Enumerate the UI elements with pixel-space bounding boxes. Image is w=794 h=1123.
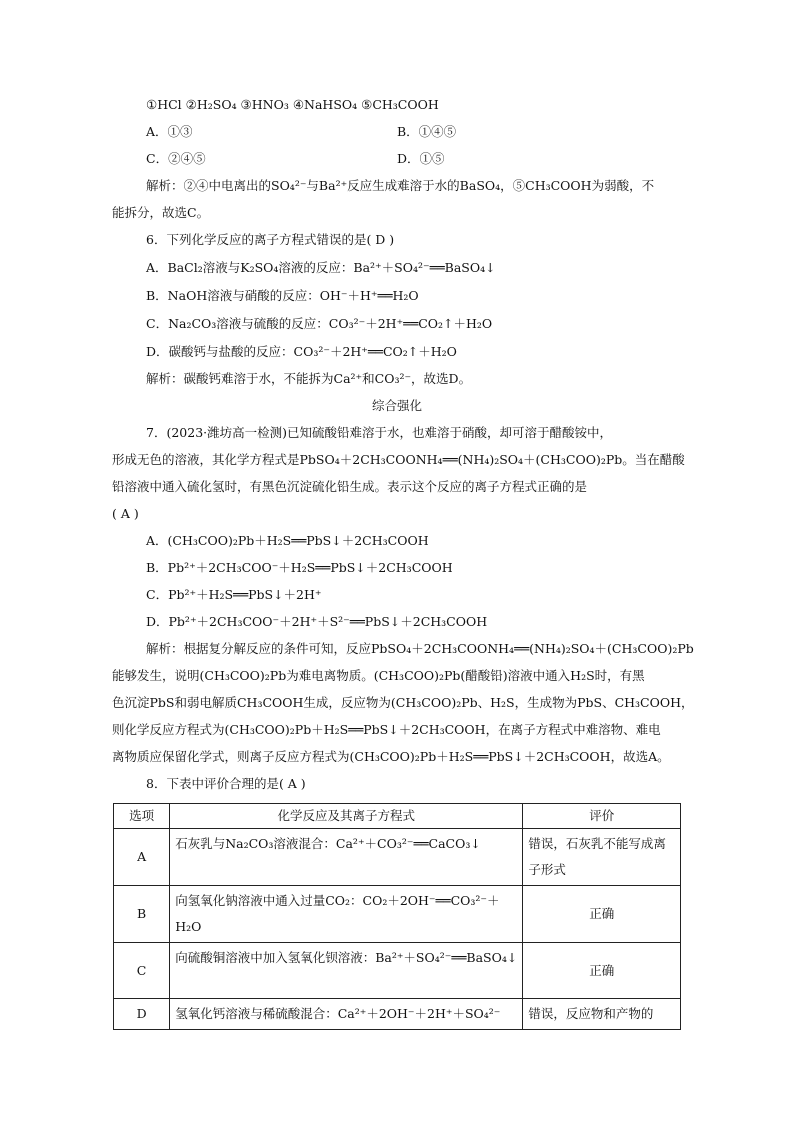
row-c-evaluation: 正确: [523, 943, 681, 999]
header-option: 选项: [114, 804, 170, 829]
q6-option-c: C．Na₂CO₃溶液与硫酸的反应：CO₃²⁻＋2H⁺══CO₂↑＋H₂O: [146, 316, 493, 331]
q6-stem: 6．下列化学反应的离子方程式错误的是( D ): [146, 232, 395, 247]
q7-analysis-line-4: 则化学反应方程式为(CH₃COO)₂Pb＋H₂S══PbS↓＋2CH₃COOH，在离子方程式中难溶物、难电: [112, 722, 661, 737]
q7-option-c: C．Pb²⁺＋H₂S══PbS↓＋2H⁺: [146, 587, 322, 602]
section-title: 综合强化: [371, 398, 422, 413]
q7-option-b: B．Pb²⁺＋2CH₃COO⁻＋H₂S══PbS↓＋2CH₃COOH: [146, 560, 453, 575]
row-c-reaction: 向硫酸铜溶液中加入氢氧化钡溶液：Ba²⁺＋SO₄²⁻══BaSO₄↓: [170, 943, 523, 999]
q7-analysis-line-1: 解析：根据复分解反应的条件可知，反应PbSO₄＋2CH₃COONH₄══(NH₄)₂SO₄＋(CH₃COO)₂Pb: [146, 641, 694, 656]
header-reaction: 化学反应及其离子方程式: [170, 804, 523, 829]
q8-stem: 8．下表中评价合理的是( A ): [146, 776, 306, 791]
q6-option-d: D．碳酸钙与盐酸的反应：CO₃²⁻＋2H⁺══CO₂↑＋H₂O: [146, 344, 457, 359]
row-c-option: C: [114, 943, 170, 999]
row-b-evaluation: 正确: [523, 886, 681, 943]
q5-analysis-line-1: 解析：②④中电离出的SO₄²⁻与Ba²⁺反应生成难溶于水的BaSO₄，⑤CH₃COOH为弱酸，不: [146, 178, 655, 193]
row-a-reaction: 石灰乳与Na₂CO₃溶液混合：Ca²⁺＋CO₃²⁻══CaCO₃↓: [170, 829, 523, 886]
q6-option-a: A．BaCl₂溶液与K₂SO₄溶液的反应：Ba²⁺＋SO₄²⁻══BaSO₄↓: [146, 260, 496, 275]
table-row: [114, 829, 681, 886]
evaluation-table: [113, 803, 681, 1030]
q5-analysis-line-2: 能拆分，故选C。: [112, 205, 210, 220]
q7-stem-line-1: 7．(2023·潍坊高一检测)已知硫酸铅难溶于水，也难溶于硝酸，却可溶于醋酸铵中，: [146, 425, 612, 440]
q5-option-d: D．①⑤: [397, 151, 445, 166]
q6-option-b: B．NaOH溶液与硝酸的反应：OH⁻＋H⁺══H₂O: [146, 288, 419, 303]
row-a-evaluation: 错误，石灰乳不能写成离子形式: [523, 829, 681, 886]
table-row: [114, 943, 681, 999]
row-d-evaluation: 错误，反应物和产物的: [523, 999, 681, 1030]
q7-option-a: A．(CH₃COO)₂Pb＋H₂S══PbS↓＋2CH₃COOH: [146, 533, 429, 548]
row-a-option: A: [114, 829, 170, 886]
q5-option-a: A．①③: [146, 124, 193, 139]
q5-choices: ①HCl ②H₂SO₄ ③HNO₃ ④NaHSO₄ ⑤CH₃COOH: [146, 97, 439, 112]
row-d-option: D: [114, 999, 170, 1030]
q7-stem-line-3: 铅溶液中通入硫化氢时，有黑色沉淀硫化铅生成。表示这个反应的离子方程式正确的是: [112, 479, 588, 494]
q7-stem-line-4: ( A ): [112, 506, 139, 521]
header-evaluation: 评价: [523, 804, 681, 829]
q5-option-b: B．①④⑤: [397, 124, 457, 139]
q7-analysis-line-2: 能够发生，说明(CH₃COO)₂Pb为难电离物质。(CH₃COO)₂Pb(醋酸铅)溶液中通入H₂S时，有黑: [112, 668, 645, 683]
row-b-option: B: [114, 886, 170, 943]
table-row: [114, 886, 681, 943]
row-d-reaction: 氢氧化钙溶液与稀硫酸混合：Ca²⁺＋2OH⁻＋2H⁺＋SO₄²⁻: [170, 999, 523, 1030]
row-b-reaction: 向氢氧化钠溶液中通入过量CO₂：CO₂＋2OH⁻══CO₃²⁻＋H₂O: [170, 886, 523, 943]
q7-analysis-line-5: 离物质应保留化学式，则离子反应方程式为(CH₃COO)₂Pb＋H₂S══PbS↓＋2CH₃COOH，故选A。: [112, 749, 670, 764]
q7-stem-line-2: 形成无色的溶液，其化学方程式是PbSO₄＋2CH₃COONH₄══(NH₄)₂SO₄＋(CH₃COO)₂Pb。当在醋酸: [112, 452, 685, 467]
q6-analysis: 解析：碳酸钙难溶于水，不能拆为Ca²⁺和CO₃²⁻，故选D。: [146, 371, 472, 386]
table-header-row: [114, 804, 681, 829]
q5-option-c: C．②④⑤: [146, 151, 206, 166]
q7-analysis-line-3: 色沉淀PbS和弱电解质CH₃COOH生成，反应物为(CH₃COO)₂Pb、H₂S，生成物为PbS、CH₃COOH，: [112, 695, 694, 710]
table-row: [114, 999, 681, 1030]
q7-option-d: D．Pb²⁺＋2CH₃COO⁻＋2H⁺＋S²⁻══PbS↓＋2CH₃COOH: [146, 614, 488, 629]
